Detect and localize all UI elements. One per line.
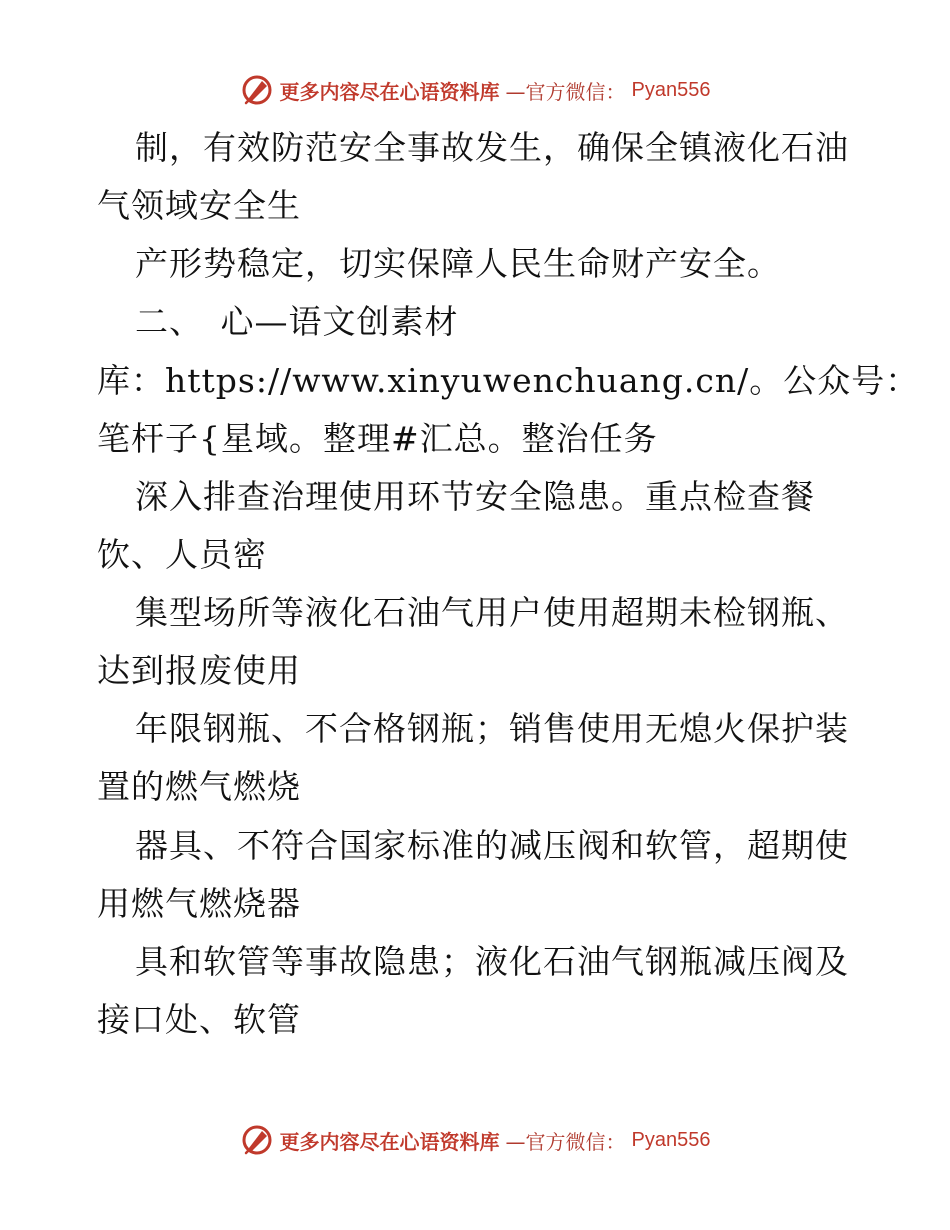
header-text: 更多内容尽在心语资料库 <box>279 79 500 104</box>
body-line: 笔杆子{星域。整理#汇总。整治任务 <box>97 419 658 458</box>
body-line: 接口处、软管 <box>97 1000 301 1039</box>
body-line: 深入排查治理使用环节安全隐患。重点检查餐 <box>135 477 815 516</box>
body-line: 集型场所等液化石油气用户使用超期未检钢瓶、 <box>135 593 849 632</box>
body-line: 制，有效防范安全事故发生，确保全镇液化石油 <box>135 128 849 167</box>
pen-nib-logo-icon <box>240 73 274 107</box>
footer-wechat-id: Pyan556 <box>631 1128 711 1151</box>
footer-separator: —官方微信： <box>505 1129 626 1154</box>
pen-nib-logo-icon <box>240 1123 274 1157</box>
footer-text: 更多内容尽在心语资料库 <box>279 1129 500 1154</box>
footer-banner <box>0 1120 950 1160</box>
body-line: 库：https://www.xinyuwenchuang.cn/。公众号： <box>97 361 920 400</box>
body-line: 具和软管等事故隐患；液化石油气钢瓶减压阀及 <box>135 942 849 981</box>
body-line: 饮、人员密 <box>97 535 267 574</box>
body-line: 器具、不符合国家标准的减压阀和软管，超期使 <box>135 826 849 865</box>
header-banner <box>0 70 950 110</box>
header-wechat-id: Pyan556 <box>631 78 711 101</box>
body-line: 产形势稳定，切实保障人民生命财产安全。 <box>135 244 781 283</box>
header-separator: —官方微信： <box>505 79 626 104</box>
body-line: 达到报废使用 <box>97 651 301 690</box>
section-heading: 二、 心—语文创素材 <box>135 302 459 341</box>
body-line: 置的燃气燃烧 <box>97 767 301 806</box>
body-line: 气领域安全生 <box>97 186 301 225</box>
body-line: 用燃气燃烧器 <box>97 884 301 923</box>
body-line: 年限钢瓶、不合格钢瓶；销售使用无熄火保护装 <box>135 709 849 748</box>
